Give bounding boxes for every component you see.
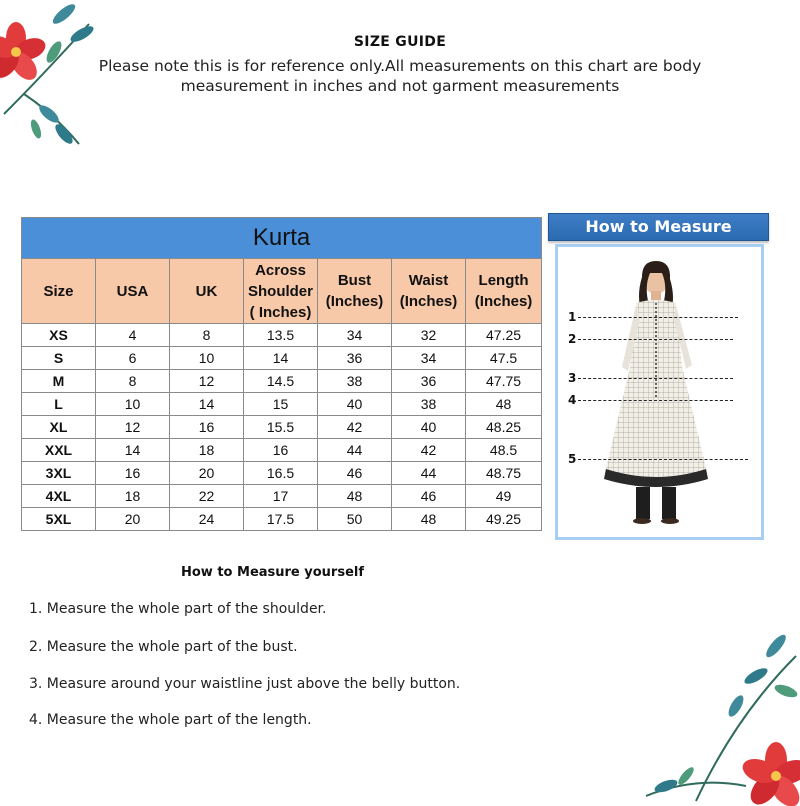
reference-note: Please note this is for reference only.All measurements on this chart are body measurement in inches and not garment measurements (98, 57, 702, 95)
measurement-figure (555, 244, 764, 540)
measurement-cell: 4 (96, 324, 170, 347)
table-caption: Kurta (22, 218, 542, 259)
model-figure-illustration (558, 247, 761, 537)
measurement-cell: 10 (96, 393, 170, 416)
table-row (22, 416, 542, 439)
measurement-cell: 15 (244, 393, 318, 416)
column-header: Waist (Inches) (392, 259, 466, 324)
measurement-cell: 20 (170, 462, 244, 485)
header (0, 34, 800, 96)
column-header: Size (22, 259, 96, 324)
measure-line-5: 5 (568, 452, 748, 466)
measurement-cell: 13.5 (244, 324, 318, 347)
measurement-cell: 44 (318, 439, 392, 462)
measurement-cell: 18 (96, 485, 170, 508)
measurement-cell: 16 (96, 462, 170, 485)
measurement-cell: 10 (170, 347, 244, 370)
table-row (22, 462, 542, 485)
measurement-cell: 40 (392, 416, 466, 439)
size-cell: M (22, 370, 96, 393)
measurement-cell: 16.5 (244, 462, 318, 485)
measurement-cell: 16 (244, 439, 318, 462)
measurement-cell: 8 (170, 324, 244, 347)
measurement-cell: 17 (244, 485, 318, 508)
column-header: Bust (Inches) (318, 259, 392, 324)
measurement-cell: 22 (170, 485, 244, 508)
measurement-cell: 47.5 (466, 347, 542, 370)
measurement-cell: 48 (318, 485, 392, 508)
measurement-cell: 48.5 (466, 439, 542, 462)
measurement-cell: 47.75 (466, 370, 542, 393)
measurement-cell: 34 (318, 324, 392, 347)
measurement-cell: 32 (392, 324, 466, 347)
table-row (22, 324, 542, 347)
measurement-cell: 6 (96, 347, 170, 370)
size-cell: XL (22, 416, 96, 439)
measurement-cell: 42 (392, 439, 466, 462)
table-row (22, 439, 542, 462)
instruction-step: 2. Measure the whole part of the bust. (29, 639, 298, 655)
size-chart-table (21, 217, 542, 531)
measurement-cell: 48.25 (466, 416, 542, 439)
measurement-cell: 24 (170, 508, 244, 531)
measurement-cell: 17.5 (244, 508, 318, 531)
measurement-cell: 38 (392, 393, 466, 416)
table-row (22, 393, 542, 416)
size-cell: 4XL (22, 485, 96, 508)
measurement-cell: 14 (170, 393, 244, 416)
measurement-cell: 18 (170, 439, 244, 462)
measurement-cell: 14 (244, 347, 318, 370)
measurement-cell: 38 (318, 370, 392, 393)
measurement-cell: 46 (318, 462, 392, 485)
measurement-cell: 48 (466, 393, 542, 416)
measure-line-1: 1 (568, 310, 738, 324)
column-header: Across Shoulder ( Inches) (244, 259, 318, 324)
instruction-step: 4. Measure the whole part of the length. (29, 712, 312, 728)
measurement-cell: 16 (170, 416, 244, 439)
measurement-cell: 12 (170, 370, 244, 393)
measurement-cell: 20 (96, 508, 170, 531)
measure-line-4: 4 (568, 393, 733, 407)
measurement-cell: 48 (392, 508, 466, 531)
measurement-cell: 46 (392, 485, 466, 508)
measurement-cell: 14.5 (244, 370, 318, 393)
how-to-measure-badge: How to Measure (548, 213, 769, 241)
measurement-cell: 40 (318, 393, 392, 416)
instruction-step: 3. Measure around your waistline just above the belly button. (29, 676, 461, 692)
measurement-cell: 42 (318, 416, 392, 439)
measurement-cell: 14 (96, 439, 170, 462)
size-cell: XXL (22, 439, 96, 462)
measurement-cell: 34 (392, 347, 466, 370)
measurement-cell: 12 (96, 416, 170, 439)
size-cell: 5XL (22, 508, 96, 531)
measurement-cell: 47.25 (466, 324, 542, 347)
measurement-cell: 49 (466, 485, 542, 508)
measure-line-2: 2 (568, 332, 733, 346)
measurement-cell: 44 (392, 462, 466, 485)
table-row (22, 347, 542, 370)
size-cell: L (22, 393, 96, 416)
measurement-cell: 36 (318, 347, 392, 370)
table-row (22, 508, 542, 531)
size-cell: S (22, 347, 96, 370)
page-title: SIZE GUIDE (353, 34, 447, 50)
column-header: UK (170, 259, 244, 324)
measurement-cell: 49.25 (466, 508, 542, 531)
table-row (22, 485, 542, 508)
measurement-cell: 48.75 (466, 462, 542, 485)
measurement-cell: 36 (392, 370, 466, 393)
measure-line-3: 3 (568, 371, 733, 385)
flower-branch-icon (626, 626, 800, 806)
measurement-cell: 15.5 (244, 416, 318, 439)
measurement-cell: 8 (96, 370, 170, 393)
column-header: Length (Inches) (466, 259, 542, 324)
instruction-step: 1. Measure the whole part of the shoulder. (29, 601, 327, 617)
measurement-cell: 50 (318, 508, 392, 531)
size-cell: 3XL (22, 462, 96, 485)
table-header-row (22, 259, 542, 324)
size-cell: XS (22, 324, 96, 347)
instructions-title: How to Measure yourself (180, 565, 365, 580)
table-row (22, 370, 542, 393)
column-header: USA (96, 259, 170, 324)
